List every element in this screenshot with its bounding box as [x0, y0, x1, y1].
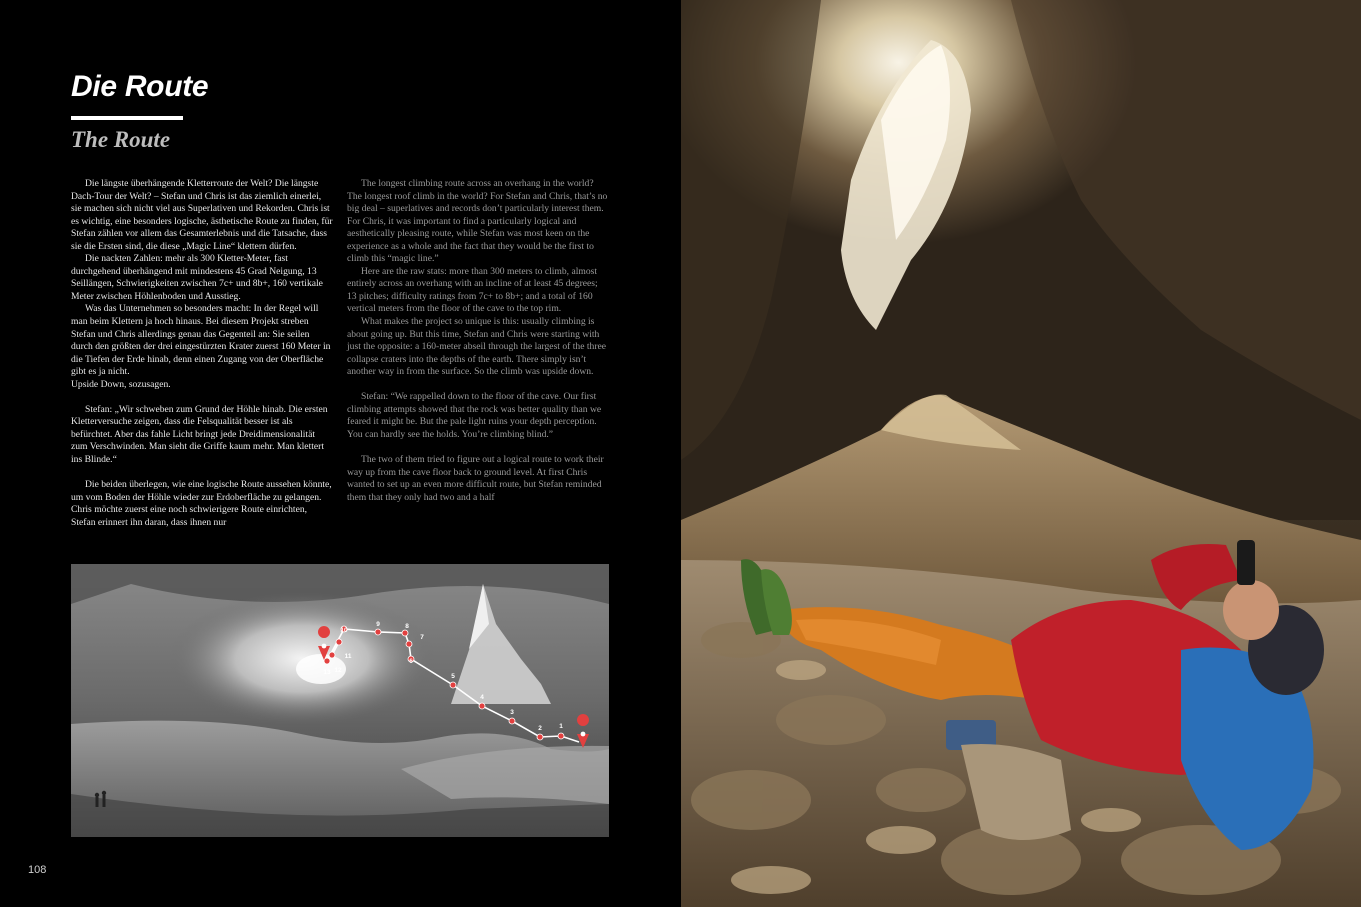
- paragraph: Die längste überhängende Kletterroute der Welt? Die längste Dach-Tour der Welt? – Stefan und Chris ist das ziemlich einerlei, sie machen sich nicht viel aus Superlativen und Rekorden. Chris ist es wichtig, eine besonders logische, ästhetische Route zu finden, für Stefan zählen vor allem das Gesamterlebnis und die Tatsache, dass sie die Ersten sind, die diese „Magic Line“ klettern dürfen.: [71, 178, 333, 252]
- paragraph: Die beiden überlegen, wie eine logische Route aussehen könnte, um vom Boden der Höhle wieder zur Erdoberfläche zu gelangen. Chris möchte zuerst eine noch schwierigere Route einrichten, Stefan erinnert ihn daran, dass ihnen nur: [71, 479, 332, 528]
- paragraph: Upside Down, sozusagen.: [71, 378, 171, 390]
- paragraph: What makes the project so unique is this: usually climbing is about going up. But this time, Stefan and Chris were starting with just the opposite: a 160-meter abseil through the largest of the three collapse craters into the depths of the earth. There simply isn’t another way in from the surface. So the climb was upside down.: [347, 316, 607, 378]
- pitch-label: 8: [405, 623, 409, 630]
- paragraph: Was das Unternehmen so besonders macht: In der Regel will man beim Klettern ja hoch hinaus. Bei diesem Projekt streben Stefan und Chris allerdings genau das Gegenteil an: Sie seilen durch den größten der drei eingestürzten Krater zuerst 160 Meter in die Tiefen der Erde hinab, denn einen Zugang von der Oberfläche gibt es ja nicht.: [71, 303, 331, 378]
- paragraph: The two of them tried to figure out a logical route to work their way up from the cave floor back to ground level. At first Chris wanted to set up an even more difficult route, but Stefan reminded them that they only had two and a half: [347, 454, 604, 503]
- paragraph: The longest climbing route across an overhang in the world? The longest roof climb in the world? For Stefan and Chris, that’s no big deal – superlatives and records don’t particularly interest them. For Chris, it was important to find a particularly logical and aesthetically pleasing route, while Stefan was most keen on the experience as a whole and the fact that they would be the first to climb this “magic line.”: [347, 178, 608, 265]
- route-map-image: [71, 564, 609, 837]
- cave-photo-illustration: [681, 0, 1361, 907]
- paragraph: Here are the raw stats: more than 300 meters to climb, almost entirely across an overhang with an incline of at least 45 degrees; 13 pitches; difficulty ratings from 7c+ to 8b+; and a total of 160 vertical meters from the floor of the cave to the top rim.: [347, 265, 598, 315]
- pitch-label: 1: [559, 723, 563, 730]
- pitch-label: 9: [376, 621, 380, 628]
- pitch-label: 4: [480, 694, 484, 701]
- pitch-label: 3: [510, 709, 514, 716]
- pitch-label: 12: [334, 667, 342, 674]
- paragraph: Stefan: “We rappelled down to the floor of the cave. Our first climbing attempts showed that the rock was better quality than we feared it might be. But the pale light ruins your depth perception. You can hardly see the holds. You’re climbing blind.”: [347, 391, 602, 440]
- cave-route-diagram: [71, 564, 609, 837]
- pitch-label: 5: [451, 673, 455, 680]
- title-underline: [71, 116, 183, 120]
- paragraph: Stefan: „Wir schweben zum Grund der Höhle hinab. Die ersten Kletterversuche zeigen, dass die Felsqualität besser ist als befürchtet. Aber das fahle Licht bringt jede Dreidimensionalität zum Verschwinden. Man sieht die Griffe kaum mehr. Man klettert ins Blinde.“: [71, 403, 328, 466]
- english-text-column: [347, 178, 609, 504]
- german-text-column: [71, 178, 333, 529]
- pitch-label: 6: [409, 658, 413, 665]
- pitch-label: 13: [323, 669, 331, 676]
- pitch-label: 11: [344, 653, 352, 660]
- pitch-label: 7: [420, 634, 424, 641]
- page-subtitle: The Route: [71, 127, 171, 152]
- page-number: 108: [28, 864, 47, 876]
- pitch-label: 2: [538, 725, 542, 732]
- pitch-label: 10: [340, 627, 348, 634]
- paragraph: Die nackten Zahlen: mehr als 300 Kletter-Meter, fast durchgehend überhängend mit mindestens 45 Grad Neigung, 13 Seillängen, Schwierigkeiten zwischen 7c+ und 8b+, 160 vertikale Meter zwischen Höhlenboden und Ausstieg.: [71, 253, 323, 302]
- page-title: Die Route: [71, 70, 209, 103]
- cave-climber-photo: [681, 0, 1361, 907]
